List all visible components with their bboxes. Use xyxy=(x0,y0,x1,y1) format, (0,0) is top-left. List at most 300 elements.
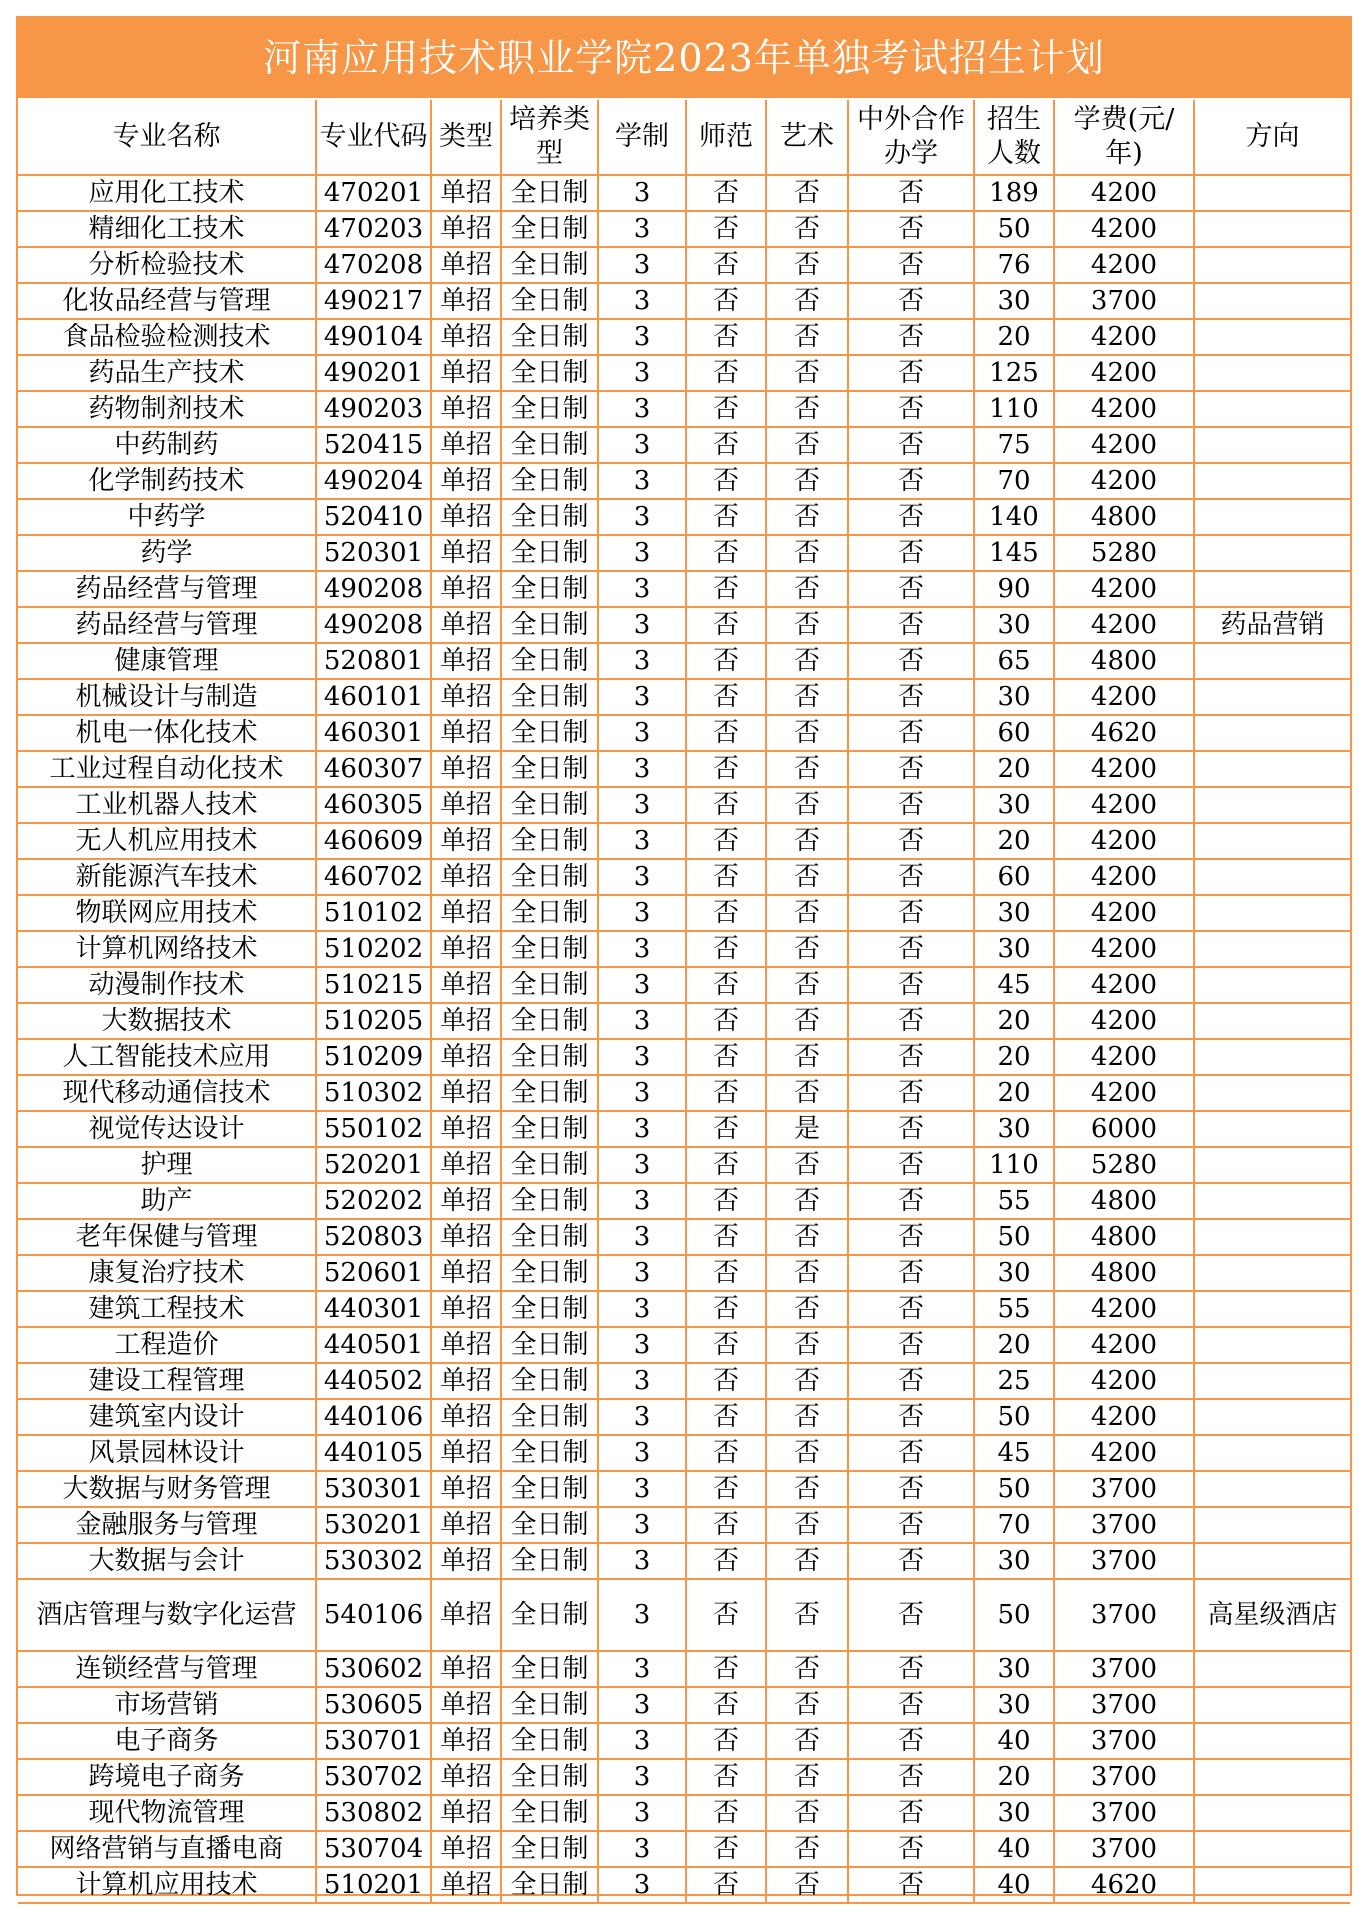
cell-normal-school: 否 xyxy=(686,1435,766,1471)
cell-joint-program: 否 xyxy=(848,283,974,319)
cell-normal-school: 否 xyxy=(686,643,766,679)
cell-major-name: 现代移动通信技术 xyxy=(18,1075,316,1111)
cell-major-name: 风景园林设计 xyxy=(18,1435,316,1471)
cell-type: 单招 xyxy=(431,1039,501,1075)
cell-major-code: 530701 xyxy=(316,1723,431,1759)
cell-training-type: 全日制 xyxy=(501,463,598,499)
cell-major-code: 490217 xyxy=(316,283,431,319)
cell-direction xyxy=(1194,1723,1350,1759)
cell-joint-program: 否 xyxy=(848,1867,974,1903)
table-row xyxy=(18,535,1350,571)
cell-normal-school: 否 xyxy=(686,319,766,355)
cell-joint-program: 否 xyxy=(848,175,974,211)
cell-normal-school: 否 xyxy=(686,1291,766,1327)
cell-enrollment-count: 30 xyxy=(974,283,1054,319)
cell-duration: 3 xyxy=(598,1759,686,1795)
cell-direction xyxy=(1194,1867,1350,1903)
cell-major-code: 510215 xyxy=(316,967,431,1003)
table-row xyxy=(18,1363,1350,1399)
cell-training-type: 全日制 xyxy=(501,535,598,571)
cell-direction xyxy=(1194,1831,1350,1867)
cell-training-type: 全日制 xyxy=(501,319,598,355)
cell-direction xyxy=(1194,1759,1350,1795)
cell-training-type: 全日制 xyxy=(501,1507,598,1543)
cell-tuition: 3700 xyxy=(1054,1723,1194,1759)
table-row xyxy=(18,859,1350,895)
header-enrollment-count: 招生人数 xyxy=(974,100,1054,175)
cell-major-name: 大数据与会计 xyxy=(18,1543,316,1579)
cell-training-type: 全日制 xyxy=(501,355,598,391)
cell-type: 单招 xyxy=(431,247,501,283)
cell-enrollment-count: 25 xyxy=(974,1363,1054,1399)
cell-enrollment-count: 60 xyxy=(974,715,1054,751)
cell-duration: 3 xyxy=(598,1435,686,1471)
cell-type: 单招 xyxy=(431,1075,501,1111)
cell-joint-program: 否 xyxy=(848,1003,974,1039)
cell-major-name: 跨境电子商务 xyxy=(18,1759,316,1795)
cell-type: 单招 xyxy=(431,499,501,535)
cell-duration: 3 xyxy=(598,1255,686,1291)
cell-major-code: 550102 xyxy=(316,1111,431,1147)
cell-duration: 3 xyxy=(598,895,686,931)
cell-art: 否 xyxy=(766,1867,848,1903)
cell-joint-program: 否 xyxy=(848,859,974,895)
cell-enrollment-count: 75 xyxy=(974,427,1054,463)
cell-normal-school: 否 xyxy=(686,463,766,499)
table-row xyxy=(18,1471,1350,1507)
cell-enrollment-count: 30 xyxy=(974,1255,1054,1291)
cell-direction xyxy=(1194,499,1350,535)
cell-joint-program: 否 xyxy=(848,787,974,823)
cell-duration: 3 xyxy=(598,1327,686,1363)
cell-major-name: 酒店管理与数字化运营 xyxy=(18,1579,316,1651)
cell-tuition: 4620 xyxy=(1054,715,1194,751)
table-header-row xyxy=(18,100,1350,175)
cell-major-code: 520202 xyxy=(316,1183,431,1219)
cell-tuition: 3700 xyxy=(1054,1795,1194,1831)
cell-major-name: 机械设计与制造 xyxy=(18,679,316,715)
cell-tuition: 3700 xyxy=(1054,1651,1194,1687)
cell-type: 单招 xyxy=(431,1183,501,1219)
cell-tuition: 4200 xyxy=(1054,355,1194,391)
cell-enrollment-count: 140 xyxy=(974,499,1054,535)
cell-enrollment-count: 50 xyxy=(974,1399,1054,1435)
cell-training-type: 全日制 xyxy=(501,391,598,427)
cell-major-name: 中药学 xyxy=(18,499,316,535)
table-row xyxy=(18,1075,1350,1111)
table-row xyxy=(18,679,1350,715)
cell-major-code: 540106 xyxy=(316,1579,431,1651)
table-row xyxy=(18,1219,1350,1255)
cell-major-name: 计算机网络技术 xyxy=(18,931,316,967)
cell-direction xyxy=(1194,1183,1350,1219)
cell-duration: 3 xyxy=(598,1147,686,1183)
cell-art: 否 xyxy=(766,1147,848,1183)
cell-duration: 3 xyxy=(598,175,686,211)
cell-type: 单招 xyxy=(431,895,501,931)
cell-enrollment-count: 55 xyxy=(974,1291,1054,1327)
cell-normal-school: 否 xyxy=(686,1651,766,1687)
cell-direction xyxy=(1194,1543,1350,1579)
cell-tuition: 4200 xyxy=(1054,823,1194,859)
cell-direction xyxy=(1194,1507,1350,1543)
cell-joint-program: 否 xyxy=(848,931,974,967)
cell-normal-school: 否 xyxy=(686,1687,766,1723)
cell-direction xyxy=(1194,1687,1350,1723)
cell-normal-school: 否 xyxy=(686,535,766,571)
cell-direction xyxy=(1194,1003,1350,1039)
cell-duration: 3 xyxy=(598,1219,686,1255)
cell-tuition: 4200 xyxy=(1054,607,1194,643)
cell-major-code: 460305 xyxy=(316,787,431,823)
cell-major-name: 药品经营与管理 xyxy=(18,571,316,607)
cell-major-code: 440106 xyxy=(316,1399,431,1435)
header-joint-program: 中外合作办学 xyxy=(848,100,974,175)
cell-enrollment-count: 20 xyxy=(974,1039,1054,1075)
table-row xyxy=(18,247,1350,283)
header-type: 类型 xyxy=(431,100,501,175)
cell-enrollment-count: 40 xyxy=(974,1723,1054,1759)
cell-tuition: 4800 xyxy=(1054,1183,1194,1219)
cell-tuition: 3700 xyxy=(1054,1687,1194,1723)
cell-type: 单招 xyxy=(431,823,501,859)
header-normal-school: 师范 xyxy=(686,100,766,175)
cell-direction xyxy=(1194,211,1350,247)
cell-tuition: 4200 xyxy=(1054,967,1194,1003)
cell-art: 否 xyxy=(766,211,848,247)
cell-direction xyxy=(1194,1363,1350,1399)
cell-major-name: 物联网应用技术 xyxy=(18,895,316,931)
cell-normal-school: 否 xyxy=(686,571,766,607)
cell-art: 否 xyxy=(766,859,848,895)
cell-major-code: 530702 xyxy=(316,1759,431,1795)
cell-major-name: 大数据技术 xyxy=(18,1003,316,1039)
cell-type: 单招 xyxy=(431,1507,501,1543)
cell-art: 否 xyxy=(766,1363,848,1399)
cell-tuition: 4200 xyxy=(1054,463,1194,499)
cell-major-code: 490201 xyxy=(316,355,431,391)
table-row xyxy=(18,319,1350,355)
cell-major-code: 520201 xyxy=(316,1147,431,1183)
cell-type: 单招 xyxy=(431,1759,501,1795)
cell-major-name: 电子商务 xyxy=(18,1723,316,1759)
cell-major-name: 食品检验检测技术 xyxy=(18,319,316,355)
header-art: 艺术 xyxy=(766,100,848,175)
cell-type: 单招 xyxy=(431,1651,501,1687)
cell-normal-school: 否 xyxy=(686,895,766,931)
cell-major-name: 护理 xyxy=(18,1147,316,1183)
cell-direction xyxy=(1194,931,1350,967)
cell-joint-program: 否 xyxy=(848,427,974,463)
cell-enrollment-count: 30 xyxy=(974,931,1054,967)
cell-major-code: 520803 xyxy=(316,1219,431,1255)
cell-joint-program: 否 xyxy=(848,679,974,715)
cell-training-type: 全日制 xyxy=(501,931,598,967)
cell-training-type: 全日制 xyxy=(501,1219,598,1255)
cell-major-code: 440501 xyxy=(316,1327,431,1363)
cell-duration: 3 xyxy=(598,859,686,895)
cell-joint-program: 否 xyxy=(848,1363,974,1399)
cell-enrollment-count: 55 xyxy=(974,1183,1054,1219)
cell-art: 否 xyxy=(766,1579,848,1651)
cell-enrollment-count: 30 xyxy=(974,1795,1054,1831)
table-row xyxy=(18,787,1350,823)
cell-direction xyxy=(1194,1327,1350,1363)
cell-direction xyxy=(1194,1111,1350,1147)
cell-major-code: 530704 xyxy=(316,1831,431,1867)
cell-joint-program: 否 xyxy=(848,1219,974,1255)
cell-tuition: 4200 xyxy=(1054,859,1194,895)
cell-joint-program: 否 xyxy=(848,1579,974,1651)
cell-joint-program: 否 xyxy=(848,823,974,859)
cell-art: 否 xyxy=(766,1471,848,1507)
cell-tuition: 4200 xyxy=(1054,1399,1194,1435)
cell-tuition: 4200 xyxy=(1054,895,1194,931)
cell-training-type: 全日制 xyxy=(501,1687,598,1723)
cell-training-type: 全日制 xyxy=(501,715,598,751)
cell-normal-school: 否 xyxy=(686,1147,766,1183)
cell-major-code: 530201 xyxy=(316,1507,431,1543)
cell-training-type: 全日制 xyxy=(501,643,598,679)
cell-art: 否 xyxy=(766,787,848,823)
cell-type: 单招 xyxy=(431,643,501,679)
cell-major-code: 490104 xyxy=(316,319,431,355)
cell-enrollment-count: 40 xyxy=(974,1867,1054,1903)
cell-normal-school: 否 xyxy=(686,355,766,391)
cell-normal-school: 否 xyxy=(686,1219,766,1255)
cell-duration: 3 xyxy=(598,319,686,355)
cell-tuition: 4800 xyxy=(1054,1255,1194,1291)
cell-normal-school: 否 xyxy=(686,931,766,967)
cell-major-code: 490208 xyxy=(316,571,431,607)
cell-tuition: 4800 xyxy=(1054,643,1194,679)
cell-normal-school: 否 xyxy=(686,1543,766,1579)
cell-duration: 3 xyxy=(598,1291,686,1327)
cell-major-code: 490208 xyxy=(316,607,431,643)
cell-duration: 3 xyxy=(598,211,686,247)
cell-art: 否 xyxy=(766,823,848,859)
cell-enrollment-count: 30 xyxy=(974,895,1054,931)
cell-normal-school: 否 xyxy=(686,1507,766,1543)
table-row xyxy=(18,1255,1350,1291)
cell-enrollment-count: 145 xyxy=(974,535,1054,571)
cell-training-type: 全日制 xyxy=(501,1723,598,1759)
cell-art: 否 xyxy=(766,535,848,571)
cell-art: 否 xyxy=(766,463,848,499)
cell-normal-school: 否 xyxy=(686,247,766,283)
cell-joint-program: 否 xyxy=(848,1435,974,1471)
cell-normal-school: 否 xyxy=(686,1471,766,1507)
cell-major-name: 中药制药 xyxy=(18,427,316,463)
cell-tuition: 3700 xyxy=(1054,1543,1194,1579)
cell-type: 单招 xyxy=(431,535,501,571)
table-row xyxy=(18,967,1350,1003)
cell-duration: 3 xyxy=(598,823,686,859)
cell-enrollment-count: 70 xyxy=(974,463,1054,499)
table-row xyxy=(18,751,1350,787)
cell-type: 单招 xyxy=(431,1399,501,1435)
cell-duration: 3 xyxy=(598,787,686,823)
cell-major-code: 490203 xyxy=(316,391,431,427)
cell-duration: 3 xyxy=(598,715,686,751)
cell-training-type: 全日制 xyxy=(501,859,598,895)
cell-type: 单招 xyxy=(431,1219,501,1255)
header-training-type: 培养类型 xyxy=(501,100,598,175)
cell-art: 否 xyxy=(766,895,848,931)
cell-art: 否 xyxy=(766,283,848,319)
cell-normal-school: 否 xyxy=(686,1255,766,1291)
cell-normal-school: 否 xyxy=(686,679,766,715)
cell-training-type: 全日制 xyxy=(501,823,598,859)
table-row xyxy=(18,1111,1350,1147)
cell-direction xyxy=(1194,391,1350,427)
table-row xyxy=(18,1579,1350,1651)
cell-training-type: 全日制 xyxy=(501,1291,598,1327)
cell-duration: 3 xyxy=(598,1795,686,1831)
cell-training-type: 全日制 xyxy=(501,1759,598,1795)
cell-normal-school: 否 xyxy=(686,1183,766,1219)
cell-type: 单招 xyxy=(431,463,501,499)
cell-normal-school: 否 xyxy=(686,1039,766,1075)
cell-joint-program: 否 xyxy=(848,391,974,427)
cell-art: 否 xyxy=(766,1399,848,1435)
cell-normal-school: 否 xyxy=(686,427,766,463)
cell-major-code: 460702 xyxy=(316,859,431,895)
cell-direction xyxy=(1194,823,1350,859)
cell-normal-school: 否 xyxy=(686,391,766,427)
cell-training-type: 全日制 xyxy=(501,1255,598,1291)
cell-normal-school: 否 xyxy=(686,1795,766,1831)
cell-art: 否 xyxy=(766,571,848,607)
table-row xyxy=(18,571,1350,607)
cell-art: 否 xyxy=(766,1003,848,1039)
cell-joint-program: 否 xyxy=(848,1795,974,1831)
cell-art: 否 xyxy=(766,1543,848,1579)
table-row xyxy=(18,1651,1350,1687)
cell-training-type: 全日制 xyxy=(501,1003,598,1039)
table-row xyxy=(18,1687,1350,1723)
cell-tuition: 5280 xyxy=(1054,535,1194,571)
cell-enrollment-count: 65 xyxy=(974,643,1054,679)
cell-art: 否 xyxy=(766,1075,848,1111)
header-duration: 学制 xyxy=(598,100,686,175)
cell-art: 否 xyxy=(766,643,848,679)
cell-tuition: 3700 xyxy=(1054,1507,1194,1543)
cell-major-code: 530301 xyxy=(316,1471,431,1507)
cell-tuition: 3700 xyxy=(1054,1471,1194,1507)
cell-art: 否 xyxy=(766,247,848,283)
cell-duration: 3 xyxy=(598,1039,686,1075)
cell-normal-school: 否 xyxy=(686,175,766,211)
cell-duration: 3 xyxy=(598,247,686,283)
cell-training-type: 全日制 xyxy=(501,1327,598,1363)
cell-duration: 3 xyxy=(598,1183,686,1219)
cell-tuition: 4200 xyxy=(1054,679,1194,715)
cell-duration: 3 xyxy=(598,931,686,967)
table-row xyxy=(18,715,1350,751)
cell-duration: 3 xyxy=(598,1687,686,1723)
enrollment-plan-sheet xyxy=(16,16,1352,1900)
cell-normal-school: 否 xyxy=(686,1759,766,1795)
cell-duration: 3 xyxy=(598,679,686,715)
cell-enrollment-count: 125 xyxy=(974,355,1054,391)
cell-direction xyxy=(1194,571,1350,607)
table-row xyxy=(18,931,1350,967)
cell-duration: 3 xyxy=(598,1507,686,1543)
cell-type: 单招 xyxy=(431,1579,501,1651)
cell-normal-school: 否 xyxy=(686,1831,766,1867)
cell-art: 否 xyxy=(766,1039,848,1075)
cell-training-type: 全日制 xyxy=(501,1831,598,1867)
cell-major-name: 计算机应用技术 xyxy=(18,1867,316,1903)
cell-direction xyxy=(1194,967,1350,1003)
header-major-name: 专业名称 xyxy=(18,100,316,175)
cell-training-type: 全日制 xyxy=(501,427,598,463)
cell-normal-school: 否 xyxy=(686,211,766,247)
cell-joint-program: 否 xyxy=(848,967,974,1003)
cell-training-type: 全日制 xyxy=(501,283,598,319)
cell-normal-school: 否 xyxy=(686,859,766,895)
cell-enrollment-count: 30 xyxy=(974,1111,1054,1147)
cell-enrollment-count: 30 xyxy=(974,1543,1054,1579)
cell-normal-school: 否 xyxy=(686,1723,766,1759)
cell-art: 否 xyxy=(766,931,848,967)
cell-major-code: 440105 xyxy=(316,1435,431,1471)
cell-joint-program: 否 xyxy=(848,1183,974,1219)
cell-duration: 3 xyxy=(598,1651,686,1687)
cell-type: 单招 xyxy=(431,1003,501,1039)
cell-duration: 3 xyxy=(598,967,686,1003)
cell-art: 否 xyxy=(766,607,848,643)
cell-art: 否 xyxy=(766,355,848,391)
cell-tuition: 4200 xyxy=(1054,1003,1194,1039)
cell-tuition: 4200 xyxy=(1054,247,1194,283)
table-row xyxy=(18,1507,1350,1543)
cell-duration: 3 xyxy=(598,1111,686,1147)
cell-duration: 3 xyxy=(598,1399,686,1435)
cell-duration: 3 xyxy=(598,643,686,679)
cell-major-name: 工程造价 xyxy=(18,1327,316,1363)
cell-direction xyxy=(1194,463,1350,499)
cell-type: 单招 xyxy=(431,175,501,211)
cell-joint-program: 否 xyxy=(848,1327,974,1363)
cell-art: 否 xyxy=(766,427,848,463)
cell-duration: 3 xyxy=(598,535,686,571)
cell-tuition: 3700 xyxy=(1054,1759,1194,1795)
cell-major-code: 440502 xyxy=(316,1363,431,1399)
cell-tuition: 4200 xyxy=(1054,571,1194,607)
cell-joint-program: 否 xyxy=(848,355,974,391)
cell-major-code: 530802 xyxy=(316,1795,431,1831)
cell-major-name: 药品经营与管理 xyxy=(18,607,316,643)
cell-direction xyxy=(1194,247,1350,283)
cell-major-name: 新能源汽车技术 xyxy=(18,859,316,895)
cell-direction xyxy=(1194,1651,1350,1687)
cell-type: 单招 xyxy=(431,751,501,787)
cell-type: 单招 xyxy=(431,931,501,967)
cell-major-name: 现代物流管理 xyxy=(18,1795,316,1831)
cell-tuition: 4200 xyxy=(1054,1291,1194,1327)
cell-duration: 3 xyxy=(598,355,686,391)
cell-major-name: 工业机器人技术 xyxy=(18,787,316,823)
cell-art: 否 xyxy=(766,391,848,427)
cell-direction xyxy=(1194,427,1350,463)
cell-type: 单招 xyxy=(431,1543,501,1579)
cell-major-name: 大数据与财务管理 xyxy=(18,1471,316,1507)
cell-major-code: 510102 xyxy=(316,895,431,931)
cell-tuition: 4200 xyxy=(1054,175,1194,211)
cell-tuition: 5280 xyxy=(1054,1147,1194,1183)
